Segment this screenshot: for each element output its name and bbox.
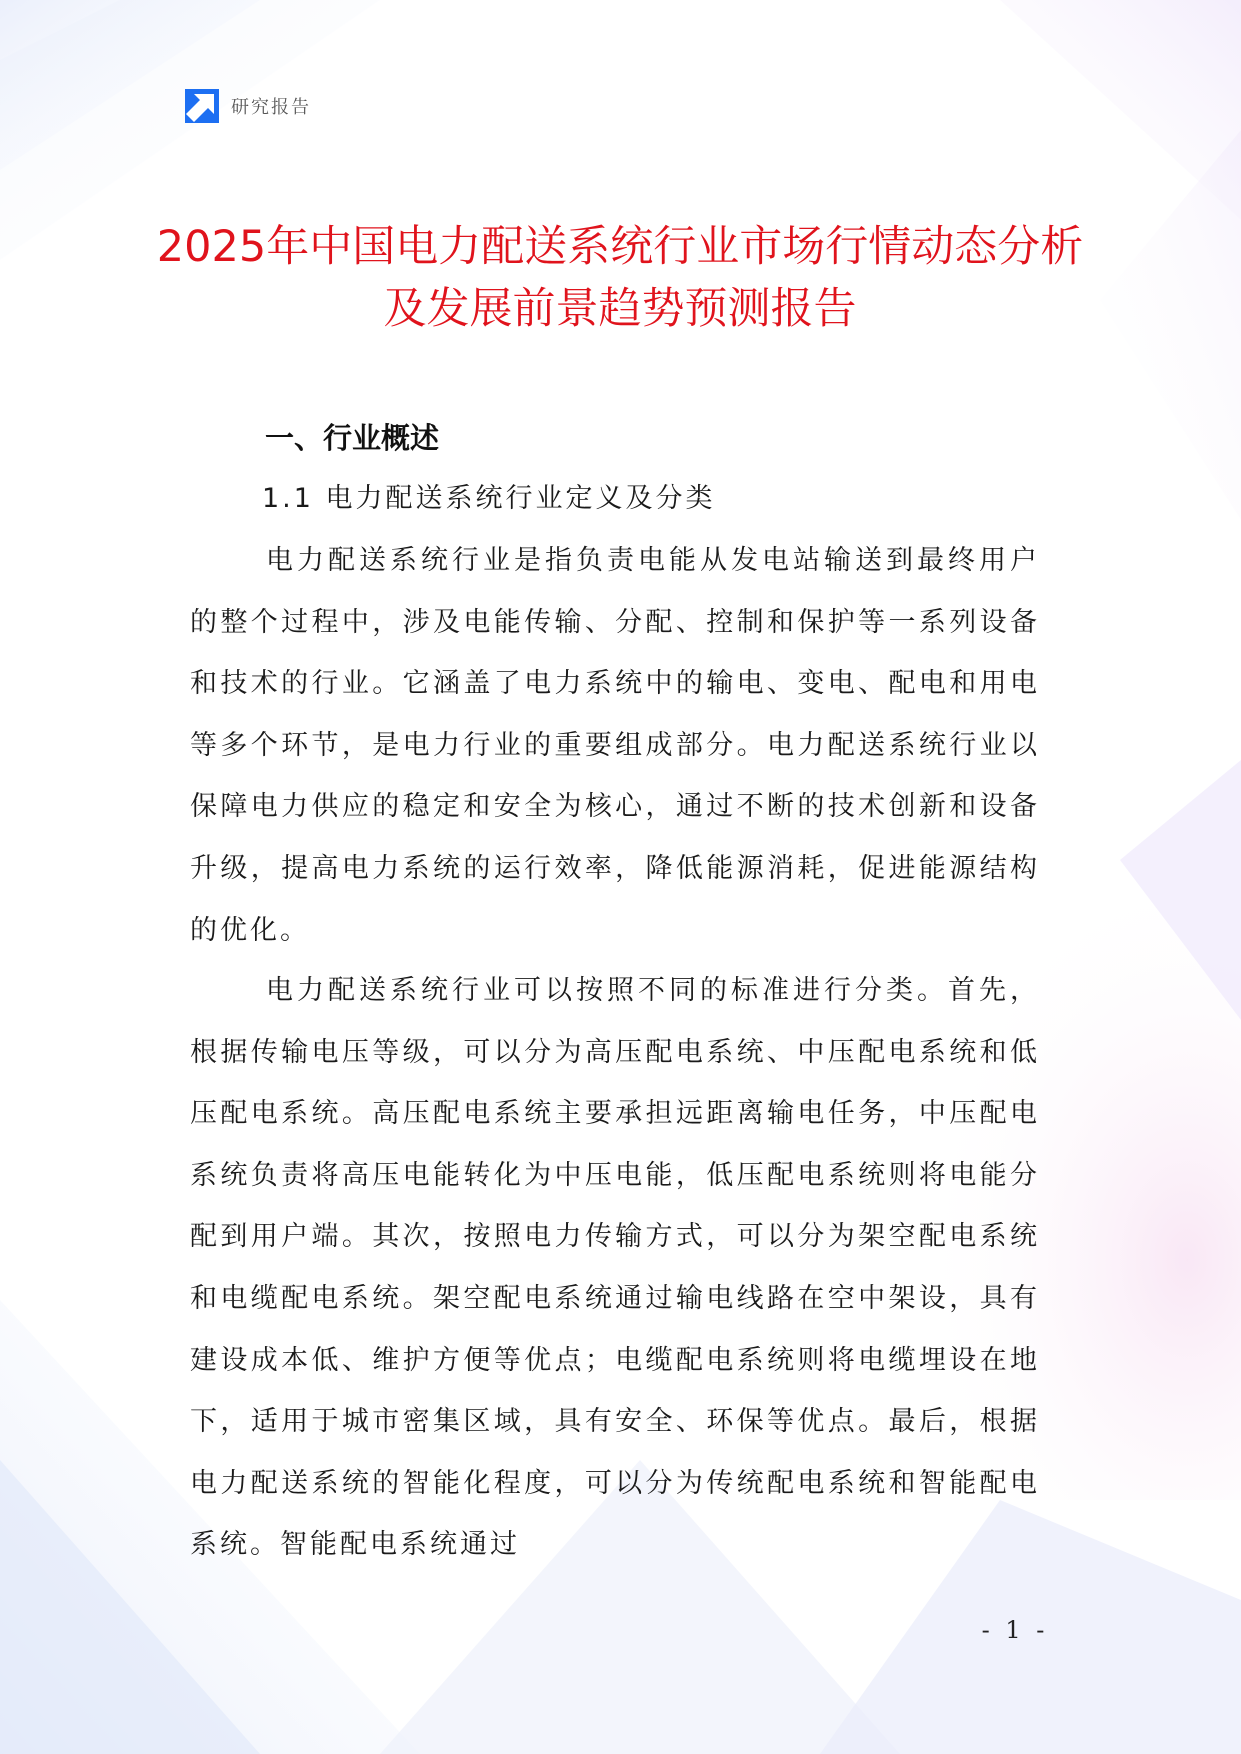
section-heading: 一、行业概述: [265, 421, 440, 455]
body-paragraph: 电力配送系统行业可以按照不同的标准进行分类。首先，根据传输电压等级，可以分为高压配电系统、中压配电系统和低压配电系统。高压配电系统主要承担远距离输电任务，中压配电系统负责将高压电能转化为中压电能，低压配电系统则将电能分配到用户端。其次，按照电力传输方式，可以分为架空配电系统和电缆配电系统。架空配电系统通过输电线路在空中架设，具有建设成本低、维护方便等优点；电缆配电系统则将电缆埋设在地下，适用于城市密集区域，具有安全、环保等优点。最后，根据电力配送系统的智能化程度，可以分为传统配电系统和智能配电系统。智能配电系统通过: [190, 975, 1040, 1561]
page-number: - 1 -: [981, 1616, 1049, 1644]
subsection-heading: 1.1 电力配送系统行业定义及分类: [262, 483, 716, 514]
arrow-up-right-icon: [185, 89, 219, 123]
report-type-label: 研究报告: [231, 97, 311, 118]
body-paragraph: 电力配送系统行业是指负责电能从发电站输送到最终用户的整个过程中，涉及电能传输、分配、控制和保护等一系列设备和技术的行业。它涵盖了电力系统中的输电、变电、配电和用电等多个环节，是电力行业的重要组成部分。电力配送系统行业以保障电力供应的稳定和安全为核心，通过不断的技术创新和设备升级，提高电力系统的运行效率，降低能源消耗，促进能源结构的优化。: [190, 545, 1040, 946]
document-title: 2025年中国电力配送系统行业市场行情动态分析及发展前景趋势预测报告: [156, 222, 1084, 334]
report-header: [185, 88, 311, 124]
